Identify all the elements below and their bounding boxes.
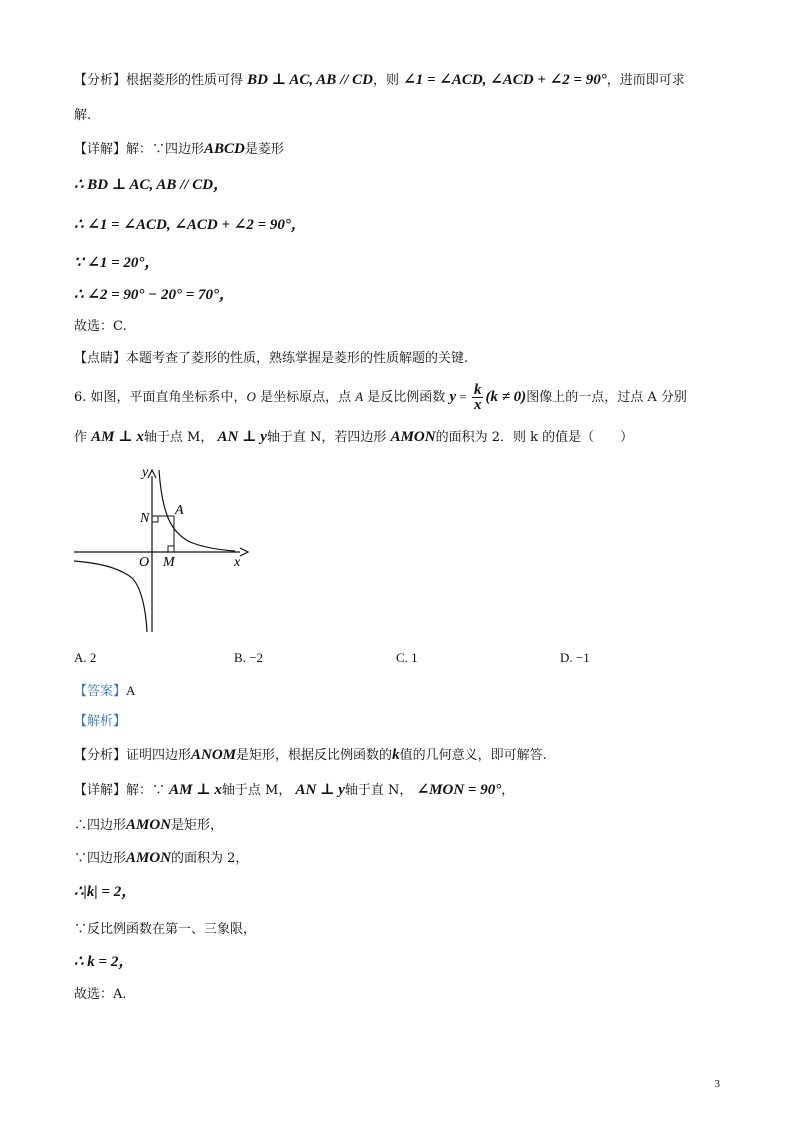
comment-label: 【点睛】 bbox=[74, 351, 127, 366]
q6-answer: 【答案】A bbox=[74, 683, 136, 699]
option-a[interactable]: A. 2 bbox=[74, 650, 97, 665]
q6-analysis: 【分析】证明四边形ANOM是矩形，根据反比例函数的k值的几何意义，即可解答. bbox=[74, 747, 547, 763]
q5-step-4: ∴ ∠2 = 90° − 20° = 70°， bbox=[74, 287, 235, 303]
option-c[interactable]: C. 1 bbox=[396, 650, 418, 665]
fraction: $\frac{k}{x}$ bbox=[473, 382, 482, 413]
analysis-label: 【分析】 bbox=[74, 748, 127, 763]
hyperbola-graph bbox=[70, 462, 260, 638]
q5-step-3: ∵ ∠1 = 20°， bbox=[74, 255, 160, 271]
label-y: y bbox=[142, 465, 149, 480]
label-O: O bbox=[139, 555, 150, 570]
q6-step-1: ∴四边形AMON是矩形， bbox=[74, 817, 224, 833]
q5-step-1: ∴ BD ⊥ AC, AB // CD， bbox=[74, 177, 229, 193]
math-expression: BD ⊥ AC, AB // CD bbox=[247, 72, 373, 88]
analysis-label: 【分析】 bbox=[74, 73, 127, 88]
q5-choice: 故选：C. bbox=[74, 319, 127, 334]
hyperbola-branch-3 bbox=[74, 561, 147, 632]
q6-step-4: ∵反比例函数在第一、三象限， bbox=[74, 922, 257, 937]
option-d[interactable]: D. −1 bbox=[560, 650, 590, 665]
label-A: A bbox=[175, 503, 184, 518]
func-y: y bbox=[449, 389, 457, 405]
hyperbola-branch-1 bbox=[159, 470, 235, 551]
q5-detail-line: 【详解】解：∵四边形ABCD是菱形 bbox=[74, 141, 284, 157]
label-x: x bbox=[234, 555, 241, 570]
q6-step-3: ∴|k| = 2， bbox=[74, 884, 137, 900]
q5-analysis-line-2: 解. bbox=[74, 108, 92, 123]
x-axis-arrow bbox=[240, 548, 248, 556]
right-angle-N bbox=[152, 516, 158, 522]
q6-step-2: ∵四边形AMON的面积为 2， bbox=[74, 850, 249, 866]
detail-label: 【详解】 bbox=[74, 783, 127, 798]
answer-label: 【答案】 bbox=[74, 684, 127, 699]
label-M: M bbox=[163, 555, 175, 570]
page-number: 3 bbox=[714, 1078, 720, 1090]
q6-detail: 【详解】解：∵ AM ⊥ x轴于点 M， AN ⊥ y轴于直 N， ∠MON = 90°， bbox=[74, 782, 515, 798]
q6-stem-line-1: 6. 如图，平面直角坐标系中，O 是坐标原点，点 A 是反比例函数 y = $\frac{k}{x}$ (k ≠ 0)图像上的一点，过点 A 分别 bbox=[74, 382, 687, 413]
q5-comment: 【点睛】本题考查了菱形的性质，熟练掌握是菱形的性质解题的关键. bbox=[74, 351, 469, 366]
q6-explain-label: 【解析】 bbox=[74, 714, 127, 729]
option-b[interactable]: B. −2 bbox=[234, 650, 264, 665]
label-N: N bbox=[140, 511, 150, 526]
math-expression: ∠1 = ∠ACD, ∠ACD + ∠2 = 90° bbox=[403, 72, 607, 88]
q5-step-2: ∴ ∠1 = ∠ACD, ∠ACD + ∠2 = 90°， bbox=[74, 217, 306, 233]
detail-label: 【详解】 bbox=[74, 142, 127, 157]
q5-analysis-line: 【分析】根据菱形的性质可得 BD ⊥ AC, AB // CD，则 ∠1 = ∠ACD, ∠ACD + ∠2 = 90°，进而即可求 bbox=[74, 72, 685, 88]
q6-stem-line-2: 作 AM ⊥ x轴于点 M， AN ⊥ y轴于直 N，若四边形 AMON的面积为 2．则 k 的值是（ ） bbox=[74, 429, 634, 445]
q6-step-5: ∴ k = 2， bbox=[74, 954, 134, 970]
q6-choice: 故选：A. bbox=[74, 987, 127, 1002]
right-angle-M bbox=[168, 546, 174, 552]
